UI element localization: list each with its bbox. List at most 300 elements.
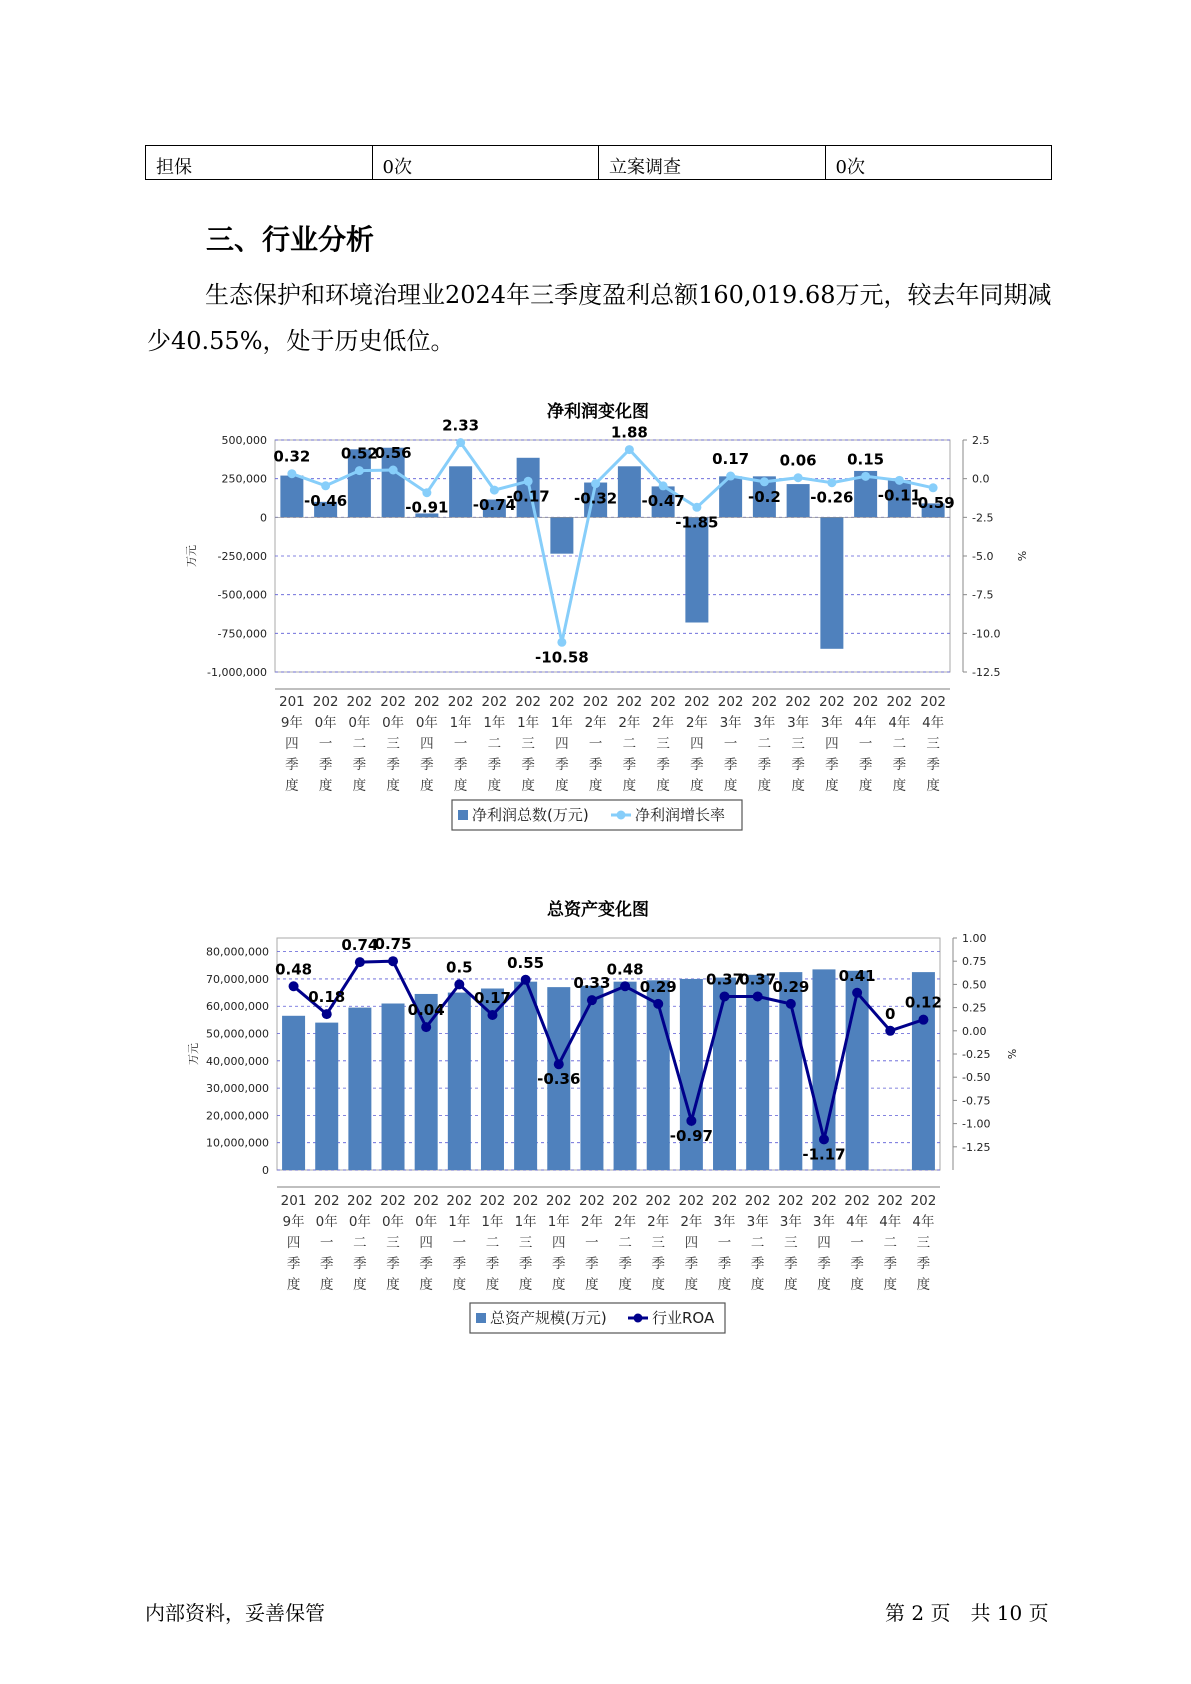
x-category-label: 季	[618, 1256, 632, 1272]
line-point	[918, 1015, 928, 1025]
x-category-label: 度	[825, 778, 839, 794]
line-point	[388, 956, 398, 966]
x-category-label: 度	[353, 1277, 367, 1293]
table-cell-label: 担保	[146, 146, 373, 180]
x-category-label: 季	[717, 1256, 732, 1272]
x-category-label: 度	[651, 1277, 665, 1293]
x-category-label: 季	[916, 1256, 931, 1272]
y-tick-label: 80,000,000	[206, 945, 269, 959]
x-category-label: 0年	[315, 1214, 338, 1230]
x-category-label: 2年	[614, 1214, 637, 1230]
x-category-label: 4年	[922, 715, 945, 731]
x-category-label: 3年	[746, 1214, 769, 1230]
y-tick-label: 30,000,000	[206, 1082, 269, 1096]
data-label: -0.97	[669, 1126, 713, 1145]
y2-tick-label: -7.5	[972, 588, 994, 602]
x-category-label: 度	[555, 778, 569, 794]
x-category-label: 202	[811, 1193, 837, 1209]
x-category-label: 202	[852, 694, 879, 710]
x-category-label: 度	[485, 1277, 500, 1293]
x-category-label: 二	[883, 1235, 898, 1251]
x-category-label: 202	[313, 1193, 340, 1209]
x-category-label: 季	[585, 1256, 599, 1272]
x-category-label: 0年	[314, 715, 337, 731]
x-category-label: 季	[419, 1256, 433, 1272]
x-category-label: 202	[616, 694, 643, 710]
data-label: 0.06	[779, 451, 817, 470]
data-label: -1.17	[802, 1145, 846, 1164]
legend-label-bar: 总资产规模(万元)	[490, 1309, 607, 1327]
x-category-label: 季	[656, 757, 670, 773]
chart-title: 净利润变化图	[547, 402, 649, 422]
x-category-label: 1年	[449, 715, 472, 731]
bar	[614, 982, 637, 1170]
x-category-label: 四	[286, 1235, 301, 1251]
x-category-label: 一	[319, 1235, 334, 1251]
y-tick-label: 70,000,000	[206, 972, 269, 986]
footer-page-number: 第 2 页 共 10 页	[885, 1601, 1049, 1625]
x-category-label: 季	[319, 1256, 334, 1272]
x-category-label: 1年	[483, 715, 506, 731]
y2-tick-label: 0.75	[962, 955, 987, 969]
data-label: -0.36	[537, 1070, 581, 1089]
data-label: 0.17	[473, 989, 511, 1008]
x-category-label: 1年	[481, 1214, 504, 1230]
x-category-label: 201	[280, 1193, 307, 1209]
x-category-label: 季	[286, 1256, 301, 1272]
x-category-label: 0年	[415, 715, 438, 731]
x-category-label: 四	[419, 1235, 433, 1251]
x-category-label: 度	[926, 778, 940, 794]
line-point	[322, 1009, 332, 1019]
data-label: 0.04	[407, 1001, 445, 1020]
line-point	[895, 476, 904, 485]
x-category-label: 度	[717, 1277, 732, 1293]
data-label: -0.74	[472, 496, 516, 515]
analysis-paragraph: 生态保护和环境治理业2024年三季度盈利总额160,019.68万元，较去年同期减少40.55%，处于历史低位。	[147, 281, 1052, 355]
data-label: 0.48	[275, 960, 313, 979]
x-category-label: 度	[618, 1277, 632, 1293]
x-category-label: 季	[750, 1256, 765, 1272]
x-category-label: 2年	[584, 715, 607, 731]
table-cell-value: 0次	[825, 146, 1052, 180]
line-point	[686, 1116, 696, 1126]
x-category-label: 202	[744, 1193, 771, 1209]
x-category-label: 4年	[854, 715, 877, 731]
y-tick-label: 500,000	[221, 434, 267, 447]
y2-axis-title: %	[1015, 550, 1028, 562]
y-tick-label: -500,000	[217, 588, 267, 602]
net-profit-chart	[0, 395, 1191, 845]
y2-tick-label: -10.0	[972, 627, 1001, 641]
x-category-label: 202	[515, 694, 542, 710]
y-tick-label: 60,000,000	[206, 1000, 269, 1014]
total-assets-chart-svg	[0, 893, 1191, 1343]
line-point	[389, 466, 398, 475]
x-category-label: 202	[678, 1193, 705, 1209]
x-category-label: 四	[690, 736, 704, 752]
x-category-label: 度	[883, 1277, 898, 1293]
x-category-label: 二	[750, 1235, 765, 1251]
legend-label-line: 净利润增长率	[635, 806, 726, 824]
line-point	[819, 1134, 829, 1144]
x-category-label: 季	[817, 1256, 831, 1272]
x-category-label: 202	[413, 694, 440, 710]
data-label: -0.11	[877, 486, 921, 505]
x-category-label: 9年	[280, 715, 303, 731]
y2-tick-label: -0.25	[962, 1048, 991, 1061]
bar	[713, 978, 736, 1170]
line-point	[490, 486, 499, 495]
line-point	[653, 999, 663, 1009]
line-point	[454, 979, 464, 989]
x-category-label: 2年	[618, 715, 641, 731]
x-category-label: 三	[916, 1235, 931, 1251]
x-category-label: 202	[844, 1193, 871, 1209]
x-category-label: 一	[850, 1235, 864, 1251]
data-label: -0.46	[304, 491, 348, 510]
x-category-label: 二	[892, 736, 907, 752]
x-category-label: 度	[723, 778, 738, 794]
data-label: -0.59	[911, 493, 955, 512]
line-point	[422, 488, 431, 497]
x-category-label: 度	[791, 778, 805, 794]
x-category-label: 季	[285, 757, 299, 773]
x-category-label: 2年	[652, 715, 675, 731]
x-category-label: 202	[717, 694, 744, 710]
line-point	[557, 638, 566, 647]
data-label: -0.32	[574, 489, 618, 508]
x-category-label: 度	[588, 778, 603, 794]
section-title: 三、行业分析	[206, 223, 375, 256]
x-category-label: 季	[318, 757, 333, 773]
x-category-label: 202	[413, 1193, 440, 1209]
line-point	[760, 477, 769, 486]
x-category-label: 度	[850, 1277, 864, 1293]
x-category-label: 三	[656, 736, 670, 752]
x-category-label: 202	[818, 694, 845, 710]
line-point	[929, 483, 938, 492]
x-category-label: 0年	[348, 715, 371, 731]
chart-title: 总资产变化图	[547, 900, 649, 920]
x-category-label: 202	[777, 1193, 804, 1209]
data-label: 0.18	[308, 988, 346, 1007]
line-point	[456, 438, 465, 447]
line-point	[287, 469, 296, 478]
x-category-label: 度	[552, 1277, 566, 1293]
line-point	[620, 981, 630, 991]
x-category-label: 季	[487, 757, 502, 773]
y2-tick-label: -0.50	[962, 1071, 991, 1085]
data-label: 0.52	[340, 444, 378, 463]
table-cell-value: 0次	[372, 146, 599, 180]
x-category-label: 度	[757, 778, 772, 794]
x-category-label: 季	[452, 1256, 467, 1272]
x-category-label: 202	[346, 694, 373, 710]
bar	[448, 993, 471, 1170]
data-label: 0.29	[772, 977, 810, 996]
x-category-label: 202	[548, 694, 575, 710]
x-category-label: 季	[690, 757, 704, 773]
x-category-label: 202	[920, 694, 947, 710]
line-point	[726, 472, 735, 481]
line-point	[827, 478, 836, 487]
line-point	[861, 472, 870, 481]
data-label: 0.56	[374, 444, 412, 463]
x-category-label: 202	[683, 694, 710, 710]
x-category-label: 度	[892, 778, 907, 794]
x-category-label: 4年	[846, 1214, 869, 1230]
x-category-label: 季	[784, 1256, 798, 1272]
x-category-label: 度	[817, 1277, 831, 1293]
x-category-label: 季	[651, 1256, 665, 1272]
x-category-label: 度	[352, 778, 367, 794]
x-category-label: 度	[858, 778, 873, 794]
legend-label-line: 行业ROA	[652, 1309, 715, 1327]
x-category-label: 202	[910, 1193, 937, 1209]
line-point	[289, 981, 299, 991]
x-category-label: 2年	[685, 715, 708, 731]
data-label: 0.75	[374, 935, 412, 954]
x-category-label: 二	[353, 1235, 367, 1251]
x-category-label: 1年	[550, 715, 573, 731]
x-category-label: 三	[386, 736, 400, 752]
x-category-label: 2年	[680, 1214, 703, 1230]
line-point	[524, 477, 533, 486]
y-tick-label: 20,000,000	[206, 1109, 269, 1123]
y-tick-label: 10,000,000	[206, 1136, 269, 1150]
x-category-label: 一	[585, 1235, 599, 1251]
x-category-label: 季	[684, 1256, 699, 1272]
x-category-label: 季	[892, 757, 907, 773]
x-category-label: 一	[452, 1235, 467, 1251]
x-category-label: 四	[285, 736, 299, 752]
x-category-label: 度	[487, 778, 502, 794]
data-label: 0.41	[838, 966, 876, 985]
bar	[746, 975, 769, 1170]
x-category-label: 1年	[547, 1214, 570, 1230]
x-category-label: 季	[485, 1256, 500, 1272]
y2-tick-label: -2.5	[972, 511, 994, 525]
data-label: 0.15	[847, 450, 885, 469]
x-category-label: 2年	[647, 1214, 670, 1230]
line-point	[692, 503, 701, 512]
x-category-label: 度	[386, 1277, 400, 1293]
data-label: -0.26	[810, 488, 854, 507]
x-category-label: 季	[757, 757, 772, 773]
x-category-label: 202	[612, 1193, 638, 1209]
x-category-label: 四	[420, 736, 434, 752]
x-category-label: 1年	[448, 1214, 471, 1230]
x-category-label: 3年	[713, 1214, 736, 1230]
x-category-label: 3年	[779, 1214, 802, 1230]
x-category-label: 二	[622, 736, 637, 752]
legend-swatch-dot	[634, 1314, 643, 1323]
x-category-label: 季	[858, 757, 873, 773]
x-category-label: 四	[817, 1235, 831, 1251]
bar	[618, 466, 641, 517]
x-category-label: 2年	[580, 1214, 603, 1230]
x-category-label: 度	[622, 778, 637, 794]
x-category-label: 二	[757, 736, 772, 752]
x-category-label: 一	[723, 736, 738, 752]
data-label: 0.17	[712, 450, 750, 469]
x-category-label: 度	[285, 778, 299, 794]
x-category-label: 四	[552, 1235, 566, 1251]
x-category-label: 度	[916, 1277, 931, 1293]
x-category-label: 202	[545, 1193, 572, 1209]
legend-swatch-bar	[458, 810, 468, 820]
y2-tick-label: -0.75	[962, 1094, 991, 1108]
data-label: 1.88	[610, 423, 648, 442]
x-category-label: 季	[386, 1256, 400, 1272]
x-category-label: 二	[485, 1235, 500, 1251]
x-category-label: 3年	[719, 715, 742, 731]
x-category-label: 季	[453, 757, 468, 773]
x-category-label: 季	[555, 757, 569, 773]
x-category-label: 202	[481, 694, 508, 710]
x-category-label: 4年	[912, 1214, 935, 1230]
x-category-label: 季	[850, 1256, 864, 1272]
line-point	[421, 1022, 431, 1032]
legend-swatch-bar	[476, 1313, 486, 1323]
total-assets-chart	[0, 893, 1191, 1343]
data-label: 0.55	[507, 953, 545, 972]
y-tick-label: -250,000	[217, 550, 267, 563]
risk-summary-table	[145, 145, 1052, 180]
bar	[315, 1023, 338, 1170]
table-cell-label: 立案调查	[599, 146, 826, 180]
x-category-label: 季	[518, 1256, 533, 1272]
y-tick-label: 40,000,000	[206, 1054, 269, 1068]
x-category-label: 度	[684, 1277, 699, 1293]
x-category-label: 202	[579, 1193, 605, 1209]
x-category-label: 二	[487, 736, 502, 752]
line-point	[753, 991, 763, 1001]
line-point	[554, 1059, 564, 1069]
x-category-label: 三	[518, 1235, 533, 1251]
line-point	[720, 991, 730, 1001]
x-category-label: 1年	[514, 1214, 537, 1230]
x-category-label: 季	[552, 1256, 566, 1272]
line-point	[786, 999, 796, 1009]
x-category-label: 0年	[382, 715, 405, 731]
x-category-label: 二	[618, 1235, 632, 1251]
x-category-label: 202	[446, 1193, 473, 1209]
x-category-label: 202	[380, 1193, 406, 1209]
line-point	[591, 479, 600, 488]
x-category-label: 202	[447, 694, 474, 710]
x-category-label: 三	[386, 1235, 400, 1251]
x-category-label: 度	[656, 778, 670, 794]
y-axis-title: 万元	[185, 545, 198, 567]
data-label: -1.85	[675, 513, 719, 532]
bar	[449, 466, 472, 517]
x-category-label: 3年	[753, 715, 776, 731]
x-category-label: 三	[784, 1235, 798, 1251]
y-tick-label: 0	[260, 511, 267, 525]
x-category-label: 三	[521, 736, 535, 752]
y2-tick-label: 0.00	[962, 1024, 987, 1038]
line-point	[355, 957, 365, 967]
x-category-label: 度	[453, 778, 468, 794]
x-category-label: 季	[420, 757, 434, 773]
x-category-label: 度	[585, 1277, 599, 1293]
x-category-label: 度	[319, 1277, 334, 1293]
x-category-label: 202	[751, 694, 778, 710]
line-point	[885, 1026, 895, 1036]
data-label: 2.33	[442, 416, 480, 435]
y2-tick-label: -1.00	[962, 1117, 991, 1131]
x-category-label: 202	[650, 694, 677, 710]
bar	[514, 982, 537, 1170]
x-category-label: 0年	[348, 1214, 371, 1230]
data-label: -0.17	[506, 487, 550, 506]
y2-tick-label: -1.25	[962, 1140, 991, 1154]
data-label: -0.91	[405, 498, 449, 517]
data-label: -10.58	[535, 648, 589, 667]
x-category-label: 二	[352, 736, 367, 752]
x-category-label: 一	[858, 736, 873, 752]
line-point	[355, 466, 364, 475]
bar	[550, 517, 573, 553]
y-tick-label: 0	[262, 1164, 269, 1177]
bar	[282, 1016, 305, 1170]
line-point	[587, 995, 597, 1005]
y2-axis-title: %	[1005, 1048, 1018, 1060]
x-category-label: 四	[555, 736, 569, 752]
x-category-label: 度	[521, 778, 535, 794]
x-category-label: 季	[723, 757, 738, 773]
x-category-label: 202	[886, 694, 913, 710]
line-point	[852, 988, 862, 998]
bar	[685, 517, 708, 622]
y2-tick-label: 0.50	[962, 978, 987, 992]
data-label: 0.74	[341, 936, 379, 955]
line-point	[794, 473, 803, 482]
x-category-label: 202	[582, 694, 609, 710]
x-category-label: 202	[380, 694, 407, 710]
y2-tick-label: 0.0	[972, 472, 990, 486]
line-point	[321, 481, 330, 490]
x-category-label: 度	[452, 1277, 467, 1293]
y2-tick-label: -12.5	[972, 666, 1001, 679]
net-profit-chart-svg	[0, 395, 1191, 845]
y-tick-label: -750,000	[217, 627, 267, 641]
x-category-label: 度	[784, 1277, 798, 1293]
y-tick-label: 250,000	[221, 472, 267, 486]
line-point	[521, 975, 531, 985]
line-point	[487, 1010, 497, 1020]
x-category-label: 4年	[879, 1214, 902, 1230]
x-category-label: 1年	[517, 715, 540, 731]
x-category-label: 季	[521, 757, 535, 773]
data-label: -0.47	[641, 491, 685, 510]
x-category-label: 0年	[381, 1214, 405, 1230]
x-category-label: 3年	[820, 715, 843, 731]
y2-tick-label: 2.5	[972, 434, 990, 447]
x-category-label: 一	[717, 1235, 732, 1251]
x-category-label: 度	[750, 1277, 765, 1293]
x-category-label: 季	[386, 757, 400, 773]
legend-swatch-dot	[617, 811, 626, 820]
x-category-label: 一	[453, 736, 468, 752]
x-category-label: 202	[785, 694, 812, 710]
x-category-label: 季	[588, 757, 603, 773]
bar	[382, 1004, 405, 1170]
y-axis-title: 万元	[187, 1043, 200, 1065]
x-category-label: 度	[286, 1277, 301, 1293]
